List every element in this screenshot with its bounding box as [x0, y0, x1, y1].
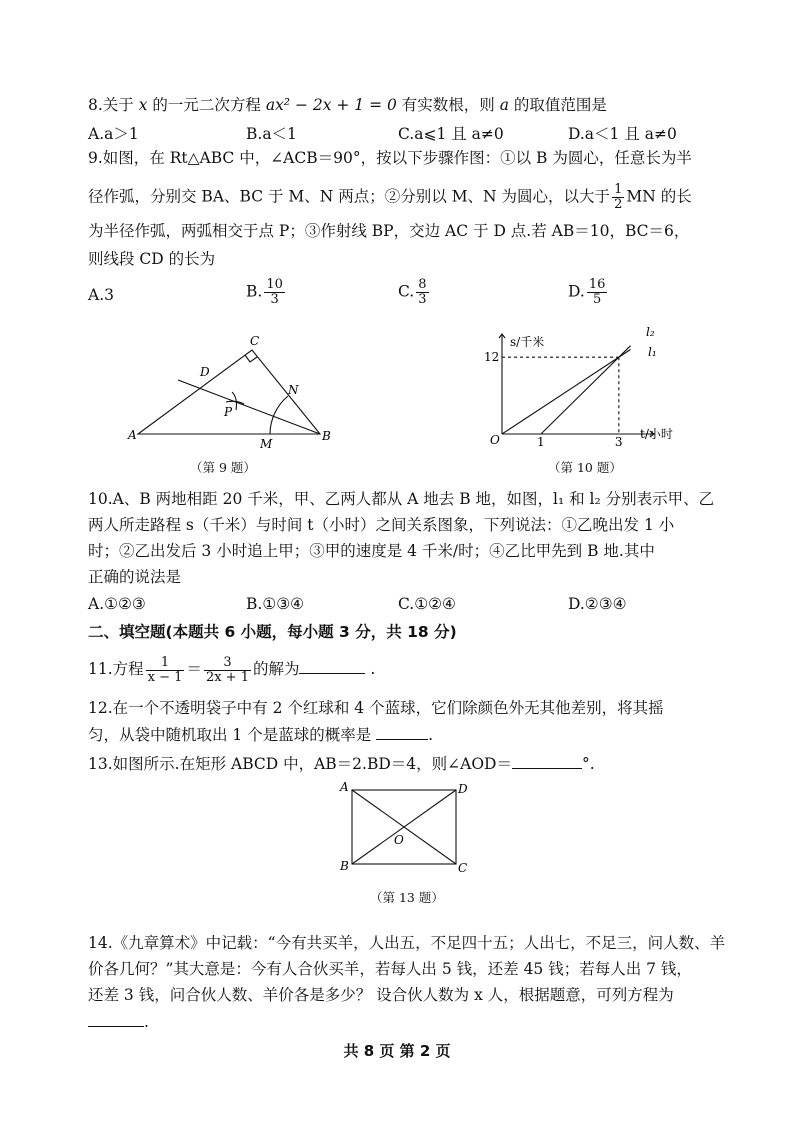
q8-var-x: x — [138, 96, 148, 114]
q9-line3: 为半径作弧，两弧相交于点 P；③作射线 BP，交边 AC 于 D 点.若 AB＝10，BC＝6， — [88, 222, 690, 240]
point-d-label: D — [200, 365, 210, 379]
q11-fraction-left — [146, 656, 185, 685]
q8-option-c: C.a⩽1 且 a≠0 — [398, 125, 504, 143]
l2-label: l₂ — [646, 325, 655, 339]
q14-line4 — [88, 1010, 149, 1033]
q10-line2: 两人所走路程 s（千米）与时间 t（小时）之间关系图象，下列说法：①乙晚出发 1 小 — [88, 516, 675, 534]
point-n-label: N — [288, 383, 299, 397]
q11-prefix: 11.方程 — [88, 660, 144, 678]
x-axis-label: t/小时 — [640, 427, 673, 441]
q10-option-d: D.②③④ — [568, 595, 627, 613]
fraction-denominator: 3 — [270, 292, 279, 307]
q10-line3: 时；②乙出发后 3 小时追上甲；③甲的速度是 4 千米/时；④乙比甲先到 B 地.其中 — [88, 542, 655, 560]
q9-option-d-fraction — [587, 278, 608, 307]
point-o-label: O — [394, 833, 404, 847]
q9-line2-text: 径作弧，分别交 BA、BC 于 M、N 两点；②分别以 M、N 为圆心，以大于 — [88, 187, 611, 206]
q10-option-b: B.①③④ — [246, 595, 305, 613]
fraction-numerator: 10 — [266, 277, 283, 292]
fraction-denominator: 2 — [614, 197, 623, 212]
q11-suffix: 的解为 — [252, 660, 300, 678]
series-line-l2 — [541, 346, 631, 434]
point-c-label: C — [250, 334, 260, 348]
page-footer: 共 8 页 第 2 页 — [343, 1042, 451, 1060]
fraction-denominator: 5 — [592, 292, 602, 307]
q8-var-a: a — [499, 96, 509, 114]
q9-line2-text: MN 的长 — [626, 187, 692, 206]
q11 — [88, 652, 375, 686]
q8-stem-part: 有实数根，则 — [396, 96, 500, 114]
q9-option-d — [568, 278, 609, 307]
q12-answer-blank[interactable] — [376, 723, 428, 740]
x-tick-label: 1 — [536, 435, 545, 449]
q13-rectangle-figure — [330, 778, 480, 878]
q9-line2 — [88, 183, 692, 212]
q8-option-d: D.a＜1 且 a≠0 — [568, 125, 677, 143]
fraction-denominator: 2x + 1 — [205, 669, 249, 685]
arc-mn — [270, 396, 288, 434]
fraction-denominator: x − 1 — [147, 669, 183, 685]
q12-line1: 12.在一个不透明袋子中有 2 个红球和 4 个蓝球，它们除颜色外无其他差别，将其摇 — [88, 699, 664, 717]
q9-half-fraction — [612, 183, 624, 212]
q10-figure-caption: （第 10 题） — [548, 460, 622, 475]
q13-figure-caption: （第 13 题） — [370, 890, 444, 905]
l1-label: l₁ — [648, 345, 657, 359]
fraction-numerator: 3 — [204, 656, 251, 671]
q9-triangle-figure — [110, 330, 350, 450]
point-b-label: B — [322, 429, 331, 443]
q12-line2 — [88, 723, 433, 746]
option-prefix: D. — [568, 282, 585, 301]
fraction-numerator: 16 — [588, 277, 606, 292]
right-angle-mark — [245, 355, 257, 362]
q8-option-b: B.a＜1 — [246, 125, 297, 143]
point-c-label: C — [458, 861, 468, 875]
q12-line2-text: 匀，从袋中随机取出 1 个是蓝球的概率是 — [88, 726, 372, 744]
q9-option-c — [398, 278, 431, 307]
q9-option-b — [246, 278, 287, 307]
x-tick-label: 3 — [614, 435, 623, 449]
fraction-numerator: 8 — [418, 277, 427, 292]
q10-line4: 正确的说法是 — [88, 568, 182, 586]
origin-label: O — [490, 433, 500, 447]
q12-end: . — [428, 726, 434, 744]
q10-graph — [482, 320, 682, 450]
q8-stem — [88, 94, 607, 116]
point-m-label: M — [260, 437, 273, 450]
y-tick-label: 12 — [484, 350, 500, 365]
q14-end: . — [144, 1013, 149, 1031]
fraction-numerator: 1 — [146, 656, 185, 671]
q8-stem-part: 的一元二次方程 — [147, 96, 266, 114]
q10-line1: 10.A、B 两地相距 20 千米，甲、乙两人都从 A 地去 B 地，如图，l₁ 和 l₂ 分别表示甲、乙 — [88, 490, 715, 508]
point-a-label: A — [340, 780, 349, 794]
series-line-l1 — [502, 350, 631, 434]
q9-line4: 则线段 CD 的长为 — [88, 250, 216, 268]
point-d-label: D — [458, 782, 468, 796]
point-b-label: B — [340, 859, 349, 873]
q11-equals: ＝ — [186, 660, 202, 678]
q13-end: °. — [581, 755, 595, 773]
q8-option-a: A.a＞1 — [88, 125, 139, 143]
q9-line1: 9.如图，在 Rt△ABC 中，∠ACB＝90°，按以下步骤作图：①以 B 为圆心，任意长为半 — [88, 149, 692, 167]
q9-option-c-fraction — [416, 278, 428, 307]
q9-figure-caption: （第 9 题） — [190, 460, 256, 475]
q14-line3: 还差 3 钱，问合伙人数、羊价各是多少？ 设合伙人数为 x 人，根据题意，可列方程为 — [88, 986, 674, 1004]
point-p-label: P — [224, 405, 233, 419]
fraction-numerator: 1 — [614, 182, 623, 197]
q8-equation: ax² − 2x + 1 = 0 — [265, 96, 397, 114]
q14-line2: 价各几何？”其大意是：今有人合伙买羊，若每人出 5 钱，还差 45 钱；若每人出 7 钱， — [88, 960, 692, 978]
q11-end: . — [370, 660, 376, 678]
q10-option-a: A.①②③ — [88, 595, 146, 613]
q13 — [88, 752, 595, 775]
q9-option-a: A.3 — [88, 286, 114, 304]
q11-answer-blank[interactable] — [299, 657, 365, 674]
fraction-denominator: 3 — [418, 292, 427, 307]
q10-option-c: C.①②④ — [398, 595, 456, 613]
q13-text: 13.如图所示.在矩形 ABCD 中，AB＝2.BD＝4，则∠AOD＝ — [88, 755, 512, 773]
q9-option-b-fraction — [264, 278, 285, 307]
section-heading: 二、填空题(本题共 6 小题，每小题 3 分，共 18 分) — [88, 623, 457, 641]
option-prefix: C. — [398, 282, 415, 301]
point-a-label: A — [128, 428, 137, 442]
q8-stem-part: 8.关于 — [88, 96, 139, 114]
q11-fraction-right — [204, 656, 251, 685]
q8-stem-part: 的取值范围是 — [508, 96, 607, 114]
y-axis-label: s/千米 — [510, 335, 545, 349]
option-prefix: B. — [246, 282, 263, 301]
q13-answer-blank[interactable] — [512, 752, 582, 769]
q14-line1: 14.《九章算术》中记载：“今有共买羊，人出五，不足四十五；人出七，不足三，问人数、羊 — [88, 934, 726, 952]
q14-answer-blank[interactable] — [88, 1010, 144, 1027]
